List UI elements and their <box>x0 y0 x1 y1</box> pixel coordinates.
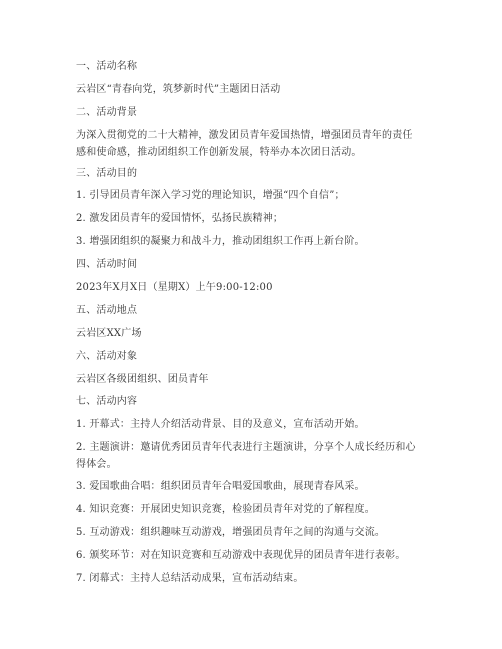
background-paragraph: 为深入贯彻党的二十大精神，激发团员青年爱国热情，增强团员青年的责任感和使命感，推动团组织工作创新发展，特举办本次团日活动。 <box>76 130 413 158</box>
purpose-item-3: 3. 增强团组织的凝聚力和战斗力，推动团组织工作再上新台阶。 <box>76 236 365 247</box>
section-heading-name: 一、活动名称 <box>76 61 138 72</box>
activity-name-text: 云岩区“青春向党，筑梦新时代”主题团日活动 <box>76 84 281 95</box>
content-item-2: 2. 主题演讲：邀请优秀团员青年代表进行主题演讲，分享个人成长经历和心得体会。 <box>76 442 416 470</box>
section-heading-background: 二、活动背景 <box>76 107 138 118</box>
activity-location-text: 云岩区XX广场 <box>76 328 142 339</box>
section-heading-purpose: 三、活动目的 <box>76 168 138 179</box>
activity-time-text: 2023年X月X日（星期X）上午9:00-12:00 <box>76 282 273 293</box>
section-heading-time: 四、活动时间 <box>76 259 138 270</box>
content-item-1: 1. 开幕式：主持人介绍活动背景、目的及意义，宣布活动开始。 <box>76 419 365 430</box>
purpose-item-1: 1. 引导团员青年深入学习党的理论知识，增强“四个自信”； <box>76 190 345 201</box>
content-item-7: 7. 闭幕式：主持人总结活动成果，宣布活动结束。 <box>76 573 304 584</box>
section-heading-audience: 六、活动对象 <box>76 351 138 362</box>
section-heading-location: 五、活动地点 <box>76 305 138 316</box>
section-heading-content: 七、活动内容 <box>76 396 138 407</box>
content-item-5: 5. 互动游戏：组织趣味互动游戏，增强团员青年之间的沟通与交流。 <box>76 527 386 538</box>
purpose-item-2: 2. 激发团员青年的爱国情怀，弘扬民族精神； <box>76 213 284 224</box>
content-item-3: 3. 爱国歌曲合唱：组织团员青年合唱爱国歌曲，展现青春风采。 <box>76 481 365 492</box>
activity-audience-text: 云岩区各级团组织、团员青年 <box>76 374 209 385</box>
content-item-6: 6. 颁奖环节：对在知识竞赛和互动游戏中表现优异的团员青年进行表彰。 <box>76 550 406 561</box>
content-item-4: 4. 知识竞赛：开展团史知识竞赛，检验团员青年对党的了解程度。 <box>76 504 375 515</box>
